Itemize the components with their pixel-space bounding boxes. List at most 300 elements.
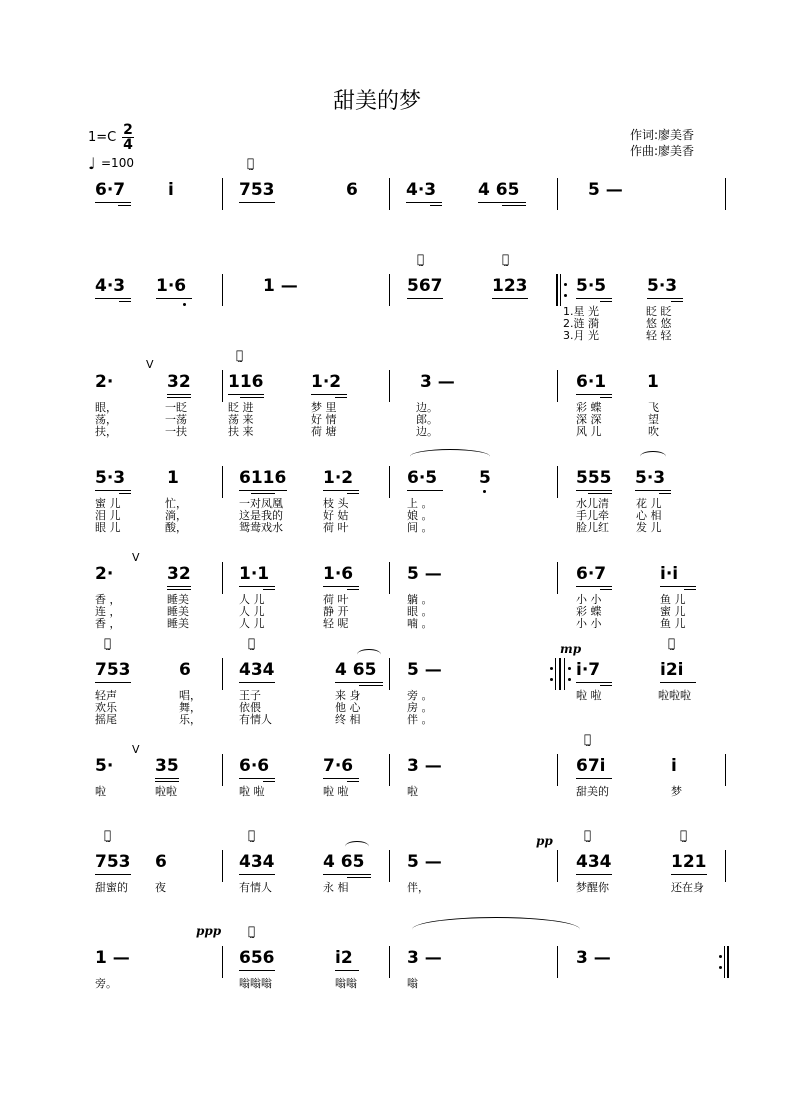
turn-ornament-icon: ⌒̰ bbox=[104, 636, 112, 650]
lyric: 舞， bbox=[179, 701, 201, 714]
note-group: 6 bbox=[346, 180, 358, 200]
lyric: 荡， bbox=[95, 413, 117, 426]
underline bbox=[576, 298, 612, 299]
lyric: 扶 来 bbox=[228, 425, 254, 438]
note-group: 567 bbox=[407, 276, 443, 296]
bar-line bbox=[389, 562, 390, 594]
underline bbox=[576, 682, 612, 683]
underline bbox=[239, 586, 275, 587]
underline bbox=[347, 493, 359, 494]
lyric: 3.月 光 bbox=[563, 329, 599, 342]
lyric: 发 儿 bbox=[636, 521, 662, 534]
note-group: 35 bbox=[155, 756, 179, 776]
low-octave-dot bbox=[483, 490, 486, 493]
bar-line bbox=[389, 370, 390, 402]
note-group: 116 bbox=[228, 372, 264, 392]
tempo-marking: =100 bbox=[101, 156, 134, 170]
bar-line bbox=[222, 370, 223, 402]
low-octave-dot bbox=[183, 303, 186, 306]
lyric: 这是我的 bbox=[239, 509, 283, 522]
lyric: 酸， bbox=[165, 521, 187, 534]
note-group: 6·5 bbox=[407, 468, 438, 488]
note-group: 4 65 bbox=[323, 852, 365, 872]
lyric: 淌， bbox=[165, 509, 187, 522]
lyric: 彩 蝶 bbox=[576, 605, 602, 618]
note-group: 1·2 bbox=[323, 468, 354, 488]
note-group: 6 bbox=[179, 660, 191, 680]
slur-arc bbox=[345, 841, 369, 852]
underline bbox=[240, 397, 264, 398]
note-group: i bbox=[168, 180, 174, 200]
lyric: 连 ， bbox=[95, 605, 121, 618]
underline bbox=[263, 781, 275, 782]
lyric: 花 儿 bbox=[636, 497, 662, 510]
underline bbox=[323, 586, 359, 587]
lyric: 伴， bbox=[407, 881, 429, 894]
lyric: 有情人 bbox=[239, 881, 272, 894]
note-group: 4·3 bbox=[406, 180, 437, 200]
lyric: 人 儿 bbox=[239, 593, 265, 606]
underline bbox=[406, 202, 442, 203]
underline bbox=[576, 778, 612, 779]
note-group: 32 bbox=[167, 372, 191, 392]
underline bbox=[478, 202, 526, 203]
underline bbox=[167, 397, 191, 398]
lyric: 喃 。 bbox=[407, 617, 433, 630]
note-group: 6·1 bbox=[576, 372, 607, 392]
bar-line bbox=[222, 562, 223, 594]
lyric: 啦啦 bbox=[155, 785, 177, 798]
lyric: 一眨 bbox=[165, 401, 187, 414]
note-group: 123 bbox=[492, 276, 528, 296]
bar-line bbox=[557, 466, 558, 498]
underline bbox=[576, 490, 612, 491]
lyric: 躺 。 bbox=[407, 593, 433, 606]
underline bbox=[239, 970, 275, 971]
lyric: 嗡嗡嗡 bbox=[239, 977, 272, 990]
repeat-end-thick-bar bbox=[727, 946, 729, 978]
note-group: 4 65 bbox=[335, 660, 377, 680]
turn-ornament-icon: ⌒̰ bbox=[680, 828, 688, 842]
underline bbox=[95, 682, 131, 683]
time-signature-bottom: 4 bbox=[123, 137, 133, 153]
lyric: 睡美 bbox=[167, 605, 189, 618]
note-group: 434 bbox=[239, 660, 275, 680]
lyric: 彩 蝶 bbox=[576, 401, 602, 414]
underline bbox=[251, 493, 275, 494]
underline bbox=[263, 589, 275, 590]
note-group: 5·3 bbox=[635, 468, 666, 488]
turn-ornament-icon: ⌒̰ bbox=[584, 732, 592, 746]
lyric: 望 bbox=[648, 413, 659, 426]
underline bbox=[600, 685, 612, 686]
note-group: 6·6 bbox=[239, 756, 270, 776]
repeat-dot bbox=[719, 966, 722, 969]
underline bbox=[600, 397, 612, 398]
lyric: 间 。 bbox=[407, 521, 433, 534]
note-group: 3 — bbox=[407, 948, 442, 968]
lyric: 吹 bbox=[648, 425, 659, 438]
turn-ornament-icon: ⌒̰ bbox=[248, 828, 256, 842]
note-group: 7·6 bbox=[323, 756, 354, 776]
underline bbox=[323, 874, 371, 875]
lyric: 荷 塘 bbox=[311, 425, 337, 438]
repeat-end-thin-bar bbox=[555, 658, 556, 690]
repeat-dot bbox=[564, 283, 567, 286]
breath-mark-icon: V bbox=[146, 358, 154, 371]
note-group: 3 — bbox=[576, 948, 611, 968]
note-group: 6·7 bbox=[95, 180, 126, 200]
bar-line bbox=[389, 178, 390, 210]
bar-line bbox=[557, 946, 558, 978]
lyric: 忙， bbox=[165, 497, 187, 510]
underline bbox=[659, 493, 671, 494]
lyric: 睡美 bbox=[167, 617, 189, 630]
breath-mark-icon: V bbox=[132, 551, 140, 564]
lyric: 鱼 儿 bbox=[660, 593, 686, 606]
turn-ornament-icon: ⌒̰ bbox=[668, 636, 676, 650]
underline bbox=[647, 298, 683, 299]
note-group: 4·3 bbox=[95, 276, 126, 296]
lyric: 唱， bbox=[179, 689, 201, 702]
lyric: 手儿牵 bbox=[576, 509, 609, 522]
note-group: 753 bbox=[239, 180, 275, 200]
lyric: 鱼 儿 bbox=[660, 617, 686, 630]
tie-arc bbox=[412, 917, 580, 942]
lyric: 眼 。 bbox=[407, 605, 433, 618]
bar-line bbox=[725, 754, 726, 786]
underline bbox=[407, 298, 443, 299]
composer-credit: 作曲:廖美香 bbox=[630, 144, 695, 158]
note-group: 434 bbox=[239, 852, 275, 872]
underline bbox=[684, 589, 696, 590]
dynamic-mark: pp bbox=[536, 834, 553, 848]
lyric: 啦啦啦 bbox=[658, 689, 691, 702]
lyric: 甜蜜的 bbox=[95, 881, 128, 894]
note-group: 5· bbox=[95, 756, 114, 776]
underline bbox=[576, 586, 612, 587]
underline bbox=[155, 781, 179, 782]
note-group: i·7 bbox=[576, 660, 601, 680]
dynamic-mark: mp bbox=[560, 642, 582, 656]
bar-line bbox=[557, 178, 558, 210]
repeat-dot bbox=[719, 955, 722, 958]
lyric: 一荡 bbox=[165, 413, 187, 426]
turn-ornament-icon: ⌒̰ bbox=[584, 828, 592, 842]
lyric: 枝 头 bbox=[323, 497, 349, 510]
note-group: 5·3 bbox=[95, 468, 126, 488]
turn-ornament-icon: ⌒̰ bbox=[104, 828, 112, 842]
lyric: 蜜 儿 bbox=[660, 605, 686, 618]
turn-ornament-icon: ⌒̰ bbox=[502, 252, 510, 266]
underline bbox=[239, 202, 275, 203]
lyric: 旁。 bbox=[95, 977, 117, 990]
note-group: 5 — bbox=[588, 180, 623, 200]
note-group: 656 bbox=[239, 948, 275, 968]
repeat-start-thin-bar bbox=[564, 658, 565, 690]
bar-line bbox=[725, 850, 726, 882]
lyric: 啦 bbox=[95, 785, 106, 798]
lyric: 梦醒你 bbox=[576, 881, 609, 894]
lyric: 人 儿 bbox=[239, 617, 265, 630]
lyric: 悠 悠 bbox=[646, 317, 672, 330]
turn-ornament-icon: ⌒̰ bbox=[247, 156, 255, 170]
underline bbox=[600, 589, 612, 590]
repeat-end-thin-bar bbox=[724, 946, 725, 978]
lyric: 荷 叶 bbox=[323, 521, 349, 534]
underline bbox=[635, 490, 671, 491]
underline bbox=[588, 493, 612, 494]
note-group: 5·3 bbox=[647, 276, 678, 296]
note-group: 4 65 bbox=[478, 180, 520, 200]
repeat-dot bbox=[564, 294, 567, 297]
note-group: 1 bbox=[167, 468, 179, 488]
lyric: 静 开 bbox=[323, 605, 349, 618]
note-group: 5 — bbox=[407, 660, 442, 680]
note-group: 1 — bbox=[263, 276, 298, 296]
lyric: 有情人 bbox=[239, 713, 272, 726]
lyric: 夜 bbox=[155, 881, 166, 894]
underline bbox=[155, 778, 179, 779]
lyric: 一扶 bbox=[165, 425, 187, 438]
underline bbox=[239, 874, 275, 875]
lyric: 娘 。 bbox=[407, 509, 433, 522]
lyric: 摇尾 bbox=[95, 713, 117, 726]
lyric: 小 小 bbox=[576, 617, 602, 630]
underline bbox=[167, 589, 191, 590]
lyric: 2.涟 漪 bbox=[563, 317, 599, 330]
note-group: i2 bbox=[335, 948, 353, 968]
lyric: 永 相 bbox=[323, 881, 349, 894]
lyric: 旁 。 bbox=[407, 689, 433, 702]
lyric: 鸳鸯戏水 bbox=[239, 521, 283, 534]
quarter-note-icon: ♩ bbox=[88, 154, 96, 173]
lyric: 甜美的 bbox=[576, 785, 609, 798]
bar-line bbox=[389, 850, 390, 882]
lyric: 一对凤凰 bbox=[239, 497, 283, 510]
lyric: 飞 bbox=[648, 401, 659, 414]
underline bbox=[95, 298, 131, 299]
lyric: 他 心 bbox=[335, 701, 361, 714]
bar-line bbox=[222, 850, 223, 882]
underline bbox=[347, 877, 371, 878]
turn-ornament-icon: ⌒̰ bbox=[248, 924, 256, 938]
dynamic-mark: ppp bbox=[196, 924, 222, 938]
lyric: 房 。 bbox=[407, 701, 433, 714]
underline bbox=[239, 682, 275, 683]
bar-line bbox=[557, 562, 558, 594]
note-group: 6116 bbox=[239, 468, 287, 488]
underline bbox=[502, 205, 526, 206]
note-group: 121 bbox=[671, 852, 707, 872]
tie-arc bbox=[410, 449, 490, 464]
bar-line bbox=[389, 466, 390, 498]
lyric: 啦 啦 bbox=[323, 785, 349, 798]
note-group: 1·6 bbox=[323, 564, 354, 584]
lyric: 眨 进 bbox=[228, 401, 254, 414]
note-group: 67i bbox=[576, 756, 606, 776]
slur-arc bbox=[357, 649, 381, 660]
underline bbox=[239, 778, 275, 779]
lyric: 好 姑 bbox=[323, 509, 349, 522]
lyric: 还在身 bbox=[671, 881, 704, 894]
bar-line bbox=[389, 754, 390, 786]
note-group: 555 bbox=[576, 468, 612, 488]
turn-ornament-icon: ⌒̰ bbox=[248, 636, 256, 650]
repeat-end-thick-bar bbox=[559, 658, 561, 690]
lyric: 啦 啦 bbox=[576, 689, 602, 702]
lyric: 小 小 bbox=[576, 593, 602, 606]
note-group: 3 — bbox=[420, 372, 455, 392]
lyric: 荷 叶 bbox=[323, 593, 349, 606]
note-group: 5 bbox=[479, 468, 491, 488]
bar-line bbox=[222, 754, 223, 786]
underline bbox=[118, 205, 131, 206]
repeat-dot bbox=[568, 667, 571, 670]
slur-arc bbox=[640, 451, 666, 462]
lyric: 蜜 儿 bbox=[95, 497, 121, 510]
note-group: 1·1 bbox=[239, 564, 270, 584]
lyric: 心 相 bbox=[636, 509, 662, 522]
underline bbox=[95, 874, 131, 875]
lyric: 嗡 bbox=[407, 977, 418, 990]
bar-line bbox=[389, 274, 390, 306]
lyric: 边。 bbox=[416, 425, 438, 438]
lyric: 泪 儿 bbox=[95, 509, 121, 522]
lyric: 扶， bbox=[95, 425, 117, 438]
bar-line bbox=[389, 946, 390, 978]
note-group: i2i bbox=[660, 660, 684, 680]
note-group: 6 bbox=[155, 852, 167, 872]
lyric: 眼 儿 bbox=[95, 521, 121, 534]
lyricist-credit: 作词:廖美香 bbox=[630, 128, 695, 142]
lyric: 依偎 bbox=[239, 701, 261, 714]
note-group: 2· bbox=[95, 564, 114, 584]
underline bbox=[671, 874, 707, 875]
lyric: 眨 眨 bbox=[646, 305, 672, 318]
time-signature-top: 2 bbox=[123, 122, 133, 138]
lyric: 嗡嗡 bbox=[335, 977, 357, 990]
underline bbox=[156, 298, 192, 299]
bar-line bbox=[557, 754, 558, 786]
lyric: 伴 。 bbox=[407, 713, 433, 726]
bar-line bbox=[222, 658, 223, 690]
note-group: 6·7 bbox=[576, 564, 607, 584]
turn-ornament-icon: ⌒̰ bbox=[236, 348, 244, 362]
note-group: 434 bbox=[576, 852, 612, 872]
note-group: 1 — bbox=[95, 948, 130, 968]
bar-line bbox=[222, 274, 223, 306]
underline bbox=[600, 301, 612, 302]
underline bbox=[660, 586, 696, 587]
note-group: 5 — bbox=[407, 852, 442, 872]
bar-line bbox=[557, 370, 558, 402]
note-group: 2· bbox=[95, 372, 114, 392]
lyric: 脸儿红 bbox=[576, 521, 609, 534]
underline bbox=[430, 205, 442, 206]
underline bbox=[311, 394, 347, 395]
bar-line bbox=[725, 178, 726, 210]
underline bbox=[359, 685, 383, 686]
bar-line bbox=[557, 850, 558, 882]
underline bbox=[660, 682, 696, 683]
underline bbox=[335, 682, 383, 683]
turn-ornament-icon: ⌒̰ bbox=[417, 252, 425, 266]
note-group: 1·6 bbox=[156, 276, 187, 296]
underline bbox=[228, 394, 264, 395]
note-group: 32 bbox=[167, 564, 191, 584]
lyric: 梦 bbox=[671, 785, 682, 798]
lyric: 深 深 bbox=[576, 413, 602, 426]
underline bbox=[407, 490, 443, 491]
lyric: 终 相 bbox=[335, 713, 361, 726]
lyric: 欢乐 bbox=[95, 701, 117, 714]
lyric: 轻 轻 bbox=[646, 329, 672, 342]
lyric: 水儿清 bbox=[576, 497, 609, 510]
lyric: 啦 bbox=[407, 785, 418, 798]
note-group: 5·5 bbox=[576, 276, 607, 296]
underline bbox=[576, 394, 612, 395]
lyric: 边。 bbox=[416, 401, 438, 414]
underline bbox=[323, 778, 359, 779]
lyric: 风 儿 bbox=[576, 425, 602, 438]
lyric: 梦 里 bbox=[311, 401, 337, 414]
lyric: 王子 bbox=[239, 689, 261, 702]
repeat-dot bbox=[550, 678, 553, 681]
underline bbox=[492, 298, 528, 299]
underline bbox=[167, 586, 191, 587]
repeat-dot bbox=[550, 667, 553, 670]
underline bbox=[347, 781, 359, 782]
lyric: 啦 啦 bbox=[239, 785, 265, 798]
bar-line bbox=[222, 466, 223, 498]
repeat-start-thick-bar bbox=[556, 274, 558, 306]
note-group: 753 bbox=[95, 852, 131, 872]
underline bbox=[347, 589, 359, 590]
underline bbox=[335, 970, 359, 971]
key-signature: 1=C bbox=[88, 130, 117, 145]
lyric: 上 。 bbox=[407, 497, 433, 510]
underline bbox=[95, 490, 131, 491]
underline bbox=[671, 301, 683, 302]
underline bbox=[323, 490, 359, 491]
underline bbox=[167, 394, 191, 395]
note-group: 1 bbox=[647, 372, 659, 392]
underline bbox=[335, 397, 347, 398]
lyric: 眼， bbox=[95, 401, 117, 414]
bar-line bbox=[222, 946, 223, 978]
underline bbox=[119, 493, 131, 494]
lyric: 轻 呢 bbox=[323, 617, 349, 630]
time-signature bbox=[122, 123, 134, 152]
page-title: 甜美的梦 bbox=[333, 89, 422, 114]
note-group: 5 — bbox=[407, 564, 442, 584]
lyric: 好 情 bbox=[311, 413, 337, 426]
underline bbox=[119, 301, 131, 302]
bar-line bbox=[389, 658, 390, 690]
note-group: 1·2 bbox=[311, 372, 342, 392]
lyric: 睡美 bbox=[167, 593, 189, 606]
note-group: 3 — bbox=[407, 756, 442, 776]
lyric: 荡 来 bbox=[228, 413, 254, 426]
lyric: 1.星 光 bbox=[563, 305, 599, 318]
lyric: 乐， bbox=[179, 713, 201, 726]
bar-line bbox=[222, 178, 223, 210]
note-group: i·i bbox=[660, 564, 679, 584]
repeat-start-thin-bar bbox=[560, 274, 561, 306]
lyric: 香 ， bbox=[95, 617, 121, 630]
lyric: 人 儿 bbox=[239, 605, 265, 618]
